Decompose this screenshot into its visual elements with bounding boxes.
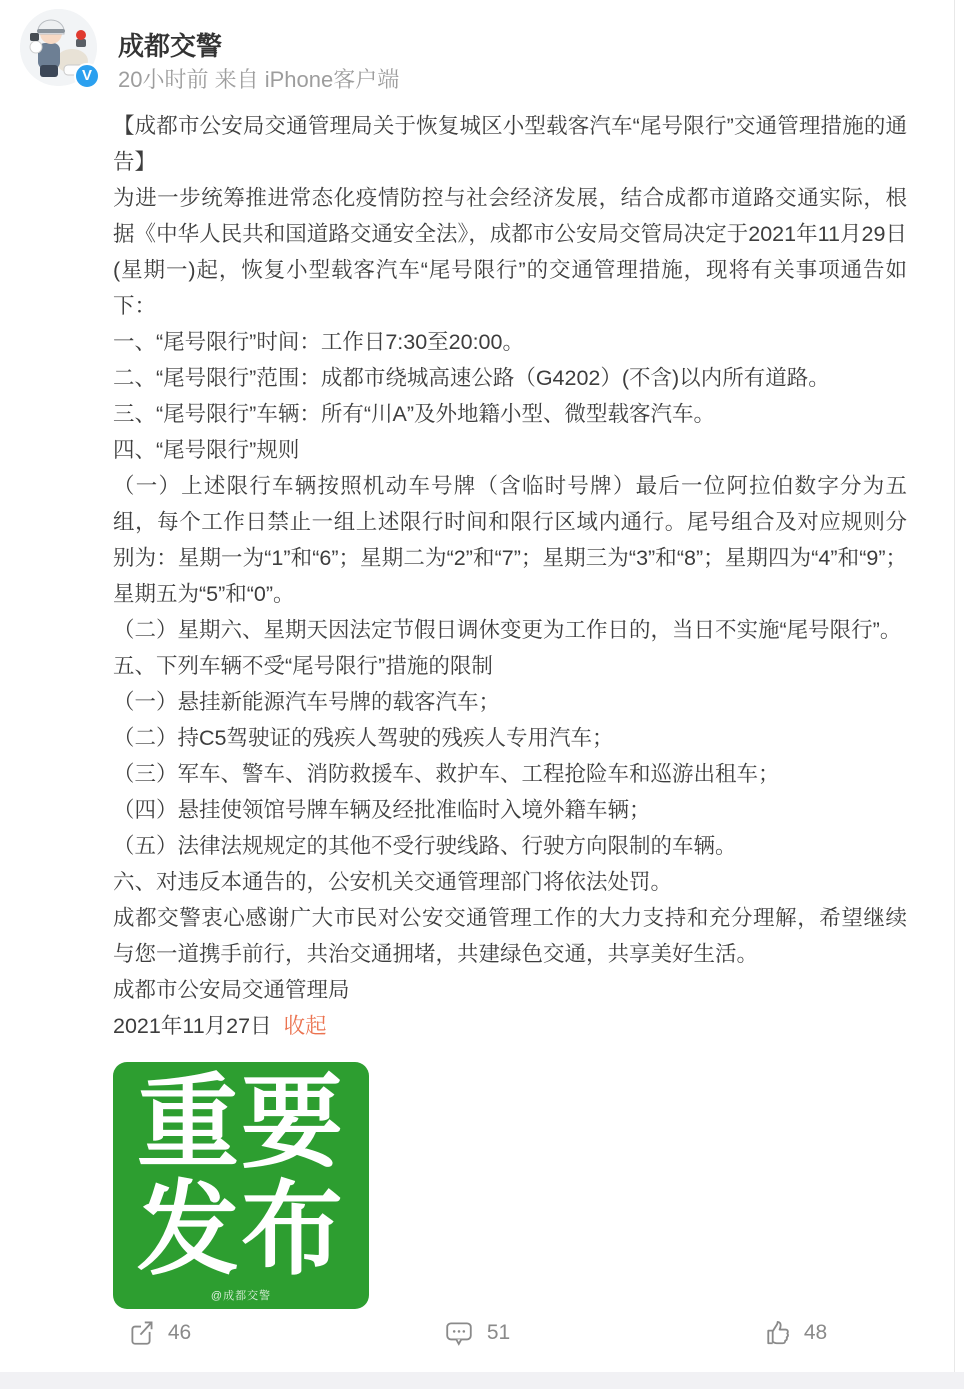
post-paragraph: （三）军车、警车、消防救援车、救护车、工程抢险车和巡游出租车； — [113, 762, 780, 786]
post-date-row — [113, 1008, 907, 1044]
post-paragraph: 【成都市公安局交通管理局关于恢复城区小型载客汽车“尾号限行”交通管理措施的通告】 — [113, 114, 907, 174]
post-paragraph: 六、对违反本通告的，公安机关交通管理部门将依法处罚。 — [113, 870, 673, 894]
post-paragraph: （二）持C5驾驶证的残疾人驾驶的残疾人专用汽车； — [113, 726, 614, 750]
post-paragraph: （一）悬挂新能源汽车号牌的载客汽车； — [113, 690, 501, 714]
share-icon — [127, 1319, 155, 1347]
post-meta-timestamp: 20小时前 来自 iPhone客户端 — [118, 67, 400, 92]
share-button[interactable] — [0, 1319, 318, 1347]
post-paragraphs — [113, 108, 907, 972]
action-bar — [0, 1294, 954, 1372]
image-text-line2: 发布 — [137, 1173, 345, 1287]
verified-badge-icon: V — [74, 63, 100, 89]
post-text — [113, 108, 907, 1044]
post-paragraph: 一、“尾号限行”时间：工作日7:30至20:00。 — [113, 330, 524, 354]
post-paragraph: 三、“尾号限行”车辆：所有“川A”及外地籍小型、微型载客汽车。 — [113, 402, 715, 426]
comment-count: 51 — [486, 1321, 511, 1344]
post-paragraph: 为进一步统筹推进常态化疫情防控与社会经济发展，结合成都市道路交通实际，根据《中华人民共和国道路交通安全法》，成都市公安局交管局决定于2021年11月29日(星期一)起，恢复小型载客汽车“尾号限行”的交通管理措施，现将有关事项通告如下： — [113, 186, 907, 318]
comment-icon — [444, 1319, 474, 1347]
post-signature: 成都市公安局交通管理局 — [113, 978, 350, 1002]
post-paragraph: 四、“尾号限行”规则 — [113, 438, 300, 462]
post-paragraph: 成都交警衷心感谢广大市民对公安交通管理工作的大力支持和充分理解，希望继续与您一道携手前行，共治交通拥堵，共建绿色交通，共享美好生活。 — [113, 906, 907, 966]
post-paragraph: （五）法律法规规定的其他不受行驶线路、行驶方向限制的车辆。 — [113, 834, 737, 858]
username[interactable]: 成都交警 — [118, 31, 223, 61]
post-paragraph: 二、“尾号限行”范围：成都市绕城高速公路（G4202）(不含)以内所有道路。 — [113, 366, 830, 390]
image-text-line1: 重要 — [137, 1066, 345, 1180]
comment-button[interactable] — [318, 1319, 636, 1347]
image-watermark: @成都交警 — [210, 1290, 272, 1302]
share-count: 46 — [167, 1321, 192, 1344]
like-button[interactable] — [636, 1319, 954, 1347]
post-paragraph: 五、下列车辆不受“尾号限行”措施的限制 — [113, 654, 493, 678]
post-paragraph: （四）悬挂使领馆号牌车辆及经批准临时入境外籍车辆； — [113, 798, 651, 822]
post-date: 2021年11月27日 — [113, 1014, 272, 1038]
section-divider — [0, 1372, 964, 1389]
collapse-link[interactable]: 收起 — [283, 1014, 327, 1038]
post-paragraph: （一）上述限行车辆按照机动车号牌（含临时号牌）最后一位阿拉伯数字分为五组，每个工作日禁止一组上述限行时间和限行区域内通行。尾号组合及对应规则分别为：星期一为“1”和“6”；星期二为“2”和“7”；星期三为“3”和“8”；星期四为“4”和“9”；星期五为“5”和“0”。 — [113, 474, 907, 606]
post-paragraph: （二）星期六、星期天因法定节假日调休变更为工作日的，当日不实施“尾号限行”。 — [113, 618, 902, 642]
like-count: 48 — [803, 1321, 828, 1344]
thumbs-up-icon — [763, 1319, 791, 1347]
post-image-important-release[interactable] — [113, 1062, 369, 1309]
post-header — [0, 0, 954, 96]
